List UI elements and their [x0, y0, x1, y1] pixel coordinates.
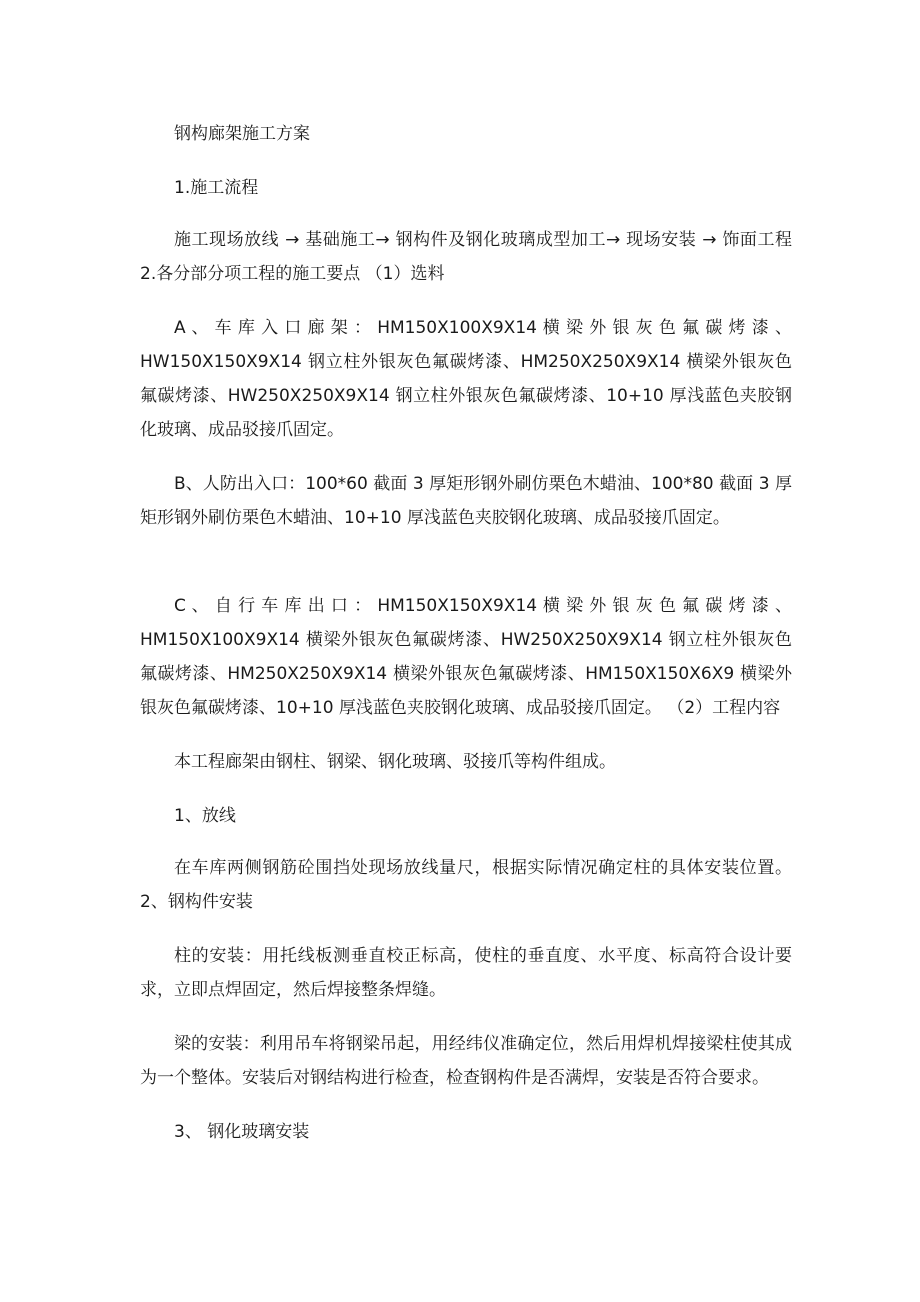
- paragraph-project-content: 本工程廊架由钢柱、钢梁、钢化玻璃、驳接爪等构件组成。: [174, 752, 616, 772]
- section-heading-process: 1.施工流程: [174, 178, 259, 198]
- document-title: 钢构廊架施工方案: [174, 124, 310, 144]
- paragraph-layout: 在车库两侧钢筋砼围挡处现场放线量尺，根据实际情况确定柱的具体安装位置。 2、钢构件安装: [140, 858, 792, 912]
- paragraph-civil-defense-entrance: B、人防出入口：100*60 截面 3 厚矩形钢外刷仿栗色木蜡油、100*80 截面 3 厚矩形钢外刷仿栗色木蜡油、10+10 厚浅蓝色夹胶钢化玻璃、成品驳接爪固定。: [140, 474, 792, 528]
- paragraph-column-install: 柱的安装：用托线板测垂直校正标高，使柱的垂直度、水平度、标高符合设计要求，立即点焊固定，然后焊接整条焊缝。: [140, 946, 792, 1000]
- paragraph-beam-install: 梁的安装：利用吊车将钢梁吊起，用经纬仪准确定位，然后用焊机焊接梁柱使其成为一个整体。安装后对钢结构进行检查，检查钢构件是否满焊，安装是否符合要求。: [140, 1034, 792, 1088]
- paragraph-bicycle-garage-exit: C 、 自 行 车 库 出 口 ： HM150X150X9X14 横 梁 外 银 灰 色 氟 碳 烤 漆 、 HM150X100X9X14 横梁外银灰色氟碳烤漆、HW250X250X9X14 钢立柱外银灰色氟碳烤漆、HM250X250X9X14 横梁外银灰色氟碳烤漆、HM150X150X6X9 横梁外银灰色氟碳烤漆、10+10 厚浅蓝色夹胶钢化玻璃、成品驳接爪固定。 （2）工程内容: [140, 596, 792, 718]
- section-heading-layout: 1、放线: [174, 806, 236, 826]
- paragraph-garage-entrance: A 、 车 库 入 口 廊 架 ： HM150X100X9X14 横 梁 外 银 灰 色 氟 碳 烤 漆 、 HW150X150X9X14 钢立柱外银灰色氟碳烤漆、HM250X250X9X14 横梁外银灰色氟碳烤漆、HW250X250X9X14 钢立柱外银灰色氟碳烤漆、10+10 厚浅蓝色夹胶钢化玻璃、成品驳接爪固定。: [140, 318, 792, 440]
- section-heading-glass-install: 3、 钢化玻璃安装: [174, 1122, 310, 1142]
- paragraph-process-flow: 施工现场放线 → 基础施工→ 钢构件及钢化玻璃成型加工→ 现场安装 → 饰面工程 2.各分部分项工程的施工要点 （1）选料: [140, 230, 792, 284]
